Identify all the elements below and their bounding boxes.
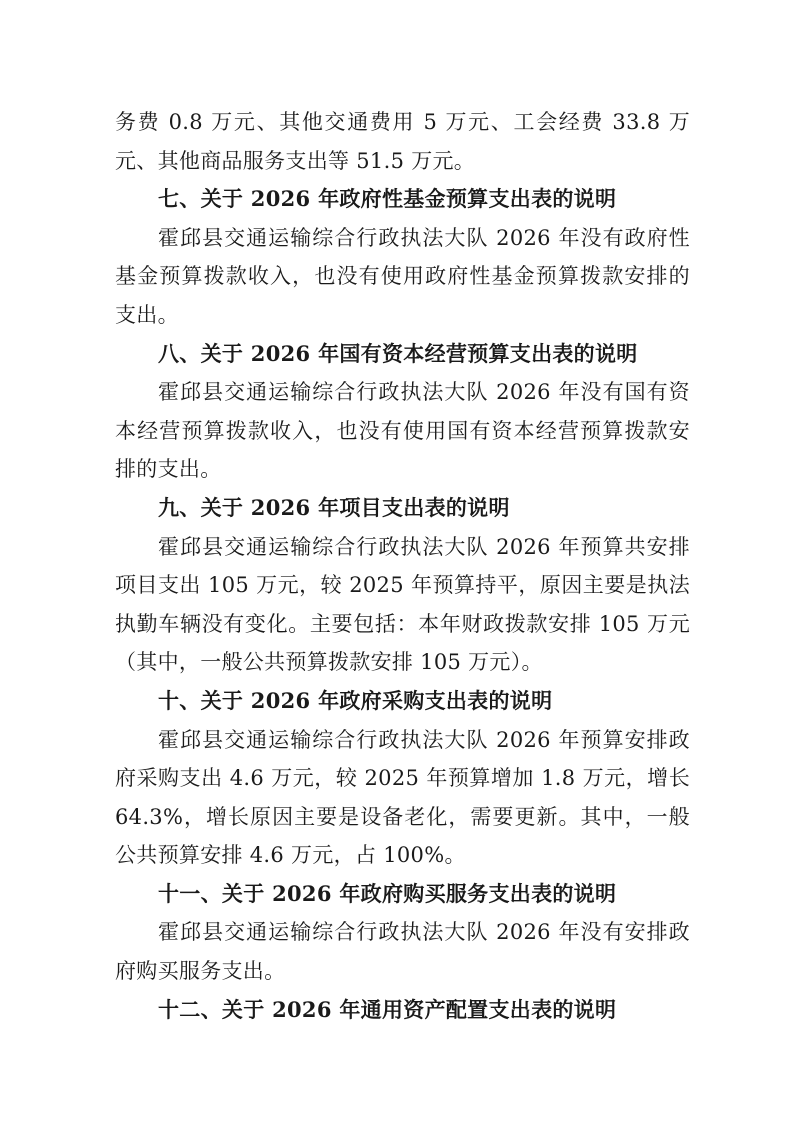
document-body — [115, 103, 690, 1029]
section-heading-7: 七、关于 2026 年政府性基金预算支出表的说明 — [158, 186, 617, 212]
section-heading-11: 十一、关于 2026 年政府购买服务支出表的说明 — [158, 880, 617, 906]
section-body-8: 霍邱县交通运输综合行政执法大队 2026 年没有国有资本经营预算拨款收入，也没有使用国有资本经营预算拨款安排的支出。 — [115, 380, 690, 482]
section-heading-9: 九、关于 2026 年项目支出表的说明 — [158, 494, 510, 520]
section-heading-10: 十、关于 2026 年政府采购支出表的说明 — [158, 687, 553, 713]
section-body-11: 霍邱县交通运输综合行政执法大队 2026 年没有安排政府购买服务支出。 — [115, 920, 690, 984]
section-body-7: 霍邱县交通运输综合行政执法大队 2026 年没有政府性基金预算拨款收入，也没有使用政府性基金预算拨款安排的支出。 — [115, 225, 690, 327]
section-heading-8: 八、关于 2026 年国有资本经营预算支出表的说明 — [158, 340, 638, 366]
continuation-paragraph: 务费 0.8 万元、其他交通费用 5 万元、工会经费 33.8 万元、其他商品服务支出等 51.5 万元。 — [115, 110, 690, 173]
section-body-9: 霍邱县交通运输综合行政执法大队 2026 年预算共安排项目支出 105 万元，较 2025 年预算持平，原因主要是执法执勤车辆没有变化。主要包括：本年财政拨款安排 105 万元（其中，一般公共预算拨款安排 105 万元）。 — [115, 534, 690, 675]
section-body-10: 霍邱县交通运输综合行政执法大队 2026 年预算安排政府采购支出 4.6 万元，较 2025 年预算增加 1.8 万元，增长 64.3%，增长原因主要是设备老化，需要更新。其中，一般公共预算安排 4.6 万元，占 100%。 — [115, 727, 690, 868]
section-heading-12: 十二、关于 2026 年通用资产配置支出表的说明 — [158, 996, 617, 1022]
